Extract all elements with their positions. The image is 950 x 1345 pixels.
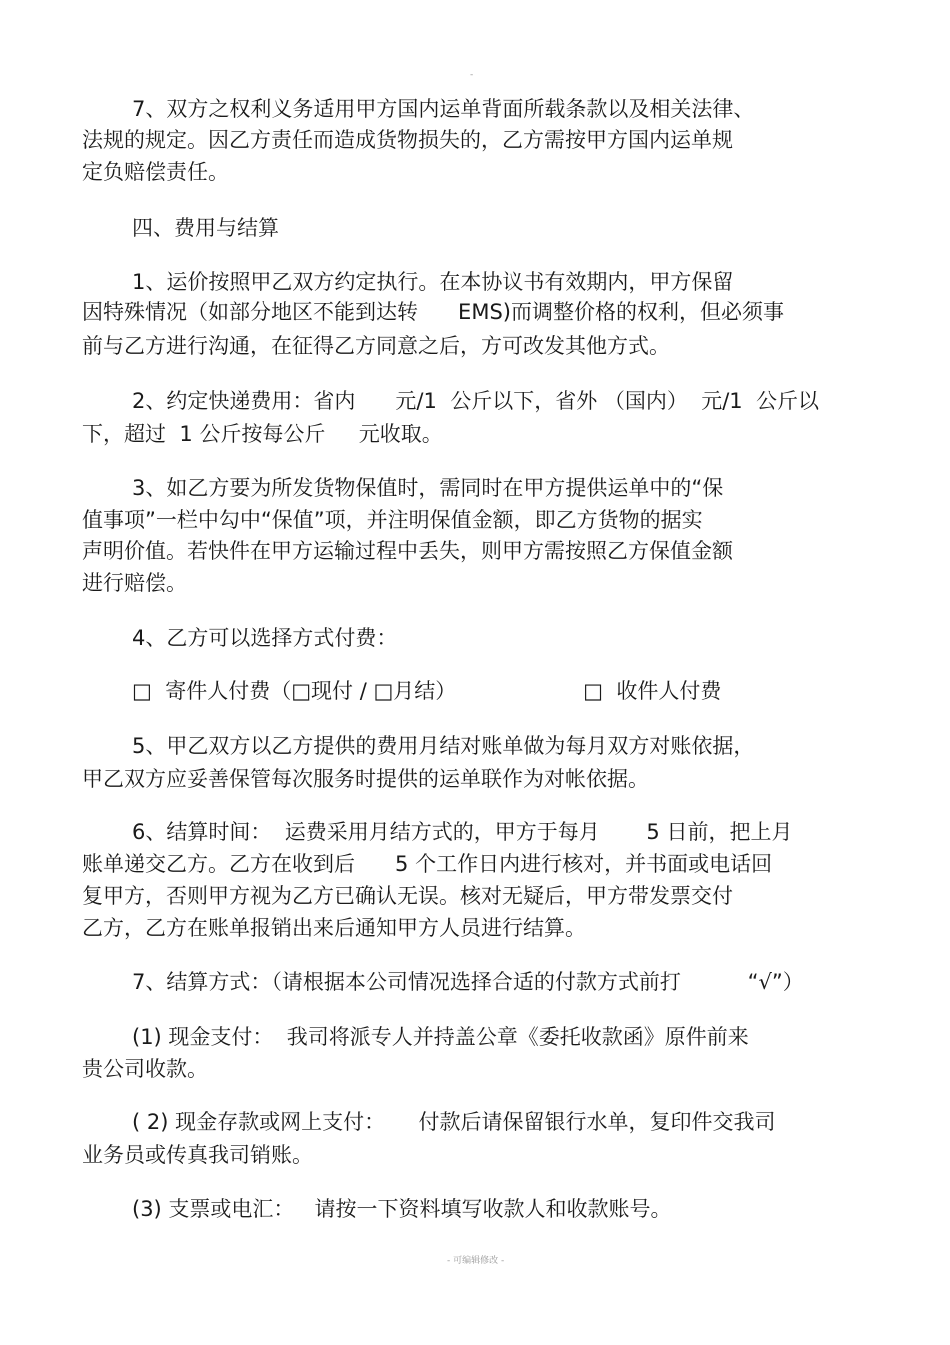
text-line: 业务员或传真我司销账。 (82, 1143, 313, 1167)
text-line: (1) 现金支付： 我司将派专人并持盖公章《委托收款函》原件前来 (132, 1025, 749, 1049)
text-line: 值事项”一栏中勾中“保值”项，并注明保值金额，即乙方货物的据实 (82, 508, 703, 532)
text-line: 复甲方，否则甲方视为乙方已确认无误。核对无疑后，甲方带发票交付 (82, 884, 733, 908)
text-line: 账单递交乙方。乙方在收到后 5 个工作日内进行核对，并书面或电话回 (82, 852, 773, 876)
footer-mark: - 可编辑修改 - (447, 1256, 505, 1266)
text-line: (3) 支票或电汇： 请按一下资料填写收款人和收款账号。 (132, 1197, 672, 1221)
text-line: 7、双方之权利义务适用甲方国内运单背面所载条款以及相关法律、 (132, 97, 755, 121)
header-mark: - (470, 70, 474, 80)
text-line: 4、乙方可以选择方式付费： (132, 626, 398, 650)
text-line: 6、结算时间： 运费采用月结方式的，甲方于每月 5 日前，把上月 (132, 820, 793, 844)
text-line: 贵公司收款。 (82, 1057, 208, 1081)
payment-options: □ 寄件人付费（□现付 / □月结） □ 收件人付费 (132, 679, 722, 703)
text-line: 定负赔偿责任。 (82, 160, 229, 184)
text-line: 因特殊情况（如部分地区不能到达转 EMS)而调整价格的权利，但必须事 (82, 300, 784, 324)
text-line: 1、运价按照甲乙双方约定执行。在本协议书有效期内，甲方保留 (132, 270, 734, 294)
text-line: 7、结算方式：（请根据本公司情况选择合适的付款方式前打 “√”） (132, 970, 804, 994)
text-line: 进行赔偿。 (82, 571, 187, 595)
text-line: 3、如乙方要为所发货物保值时，需同时在甲方提供运单中的“保 (132, 476, 724, 500)
text-line: 前与乙方进行沟通，在征得乙方同意之后，方可改发其他方式。 (82, 334, 670, 358)
text-line: ( 2) 现金存款或网上支付： 付款后请保留银行水单，复印件交我司 (132, 1110, 776, 1134)
text-line: 甲乙双方应妥善保管每次服务时提供的运单联作为对帐依据。 (82, 767, 649, 791)
text-line: 法规的规定。因乙方责任而造成货物损失的，乙方需按甲方国内运单规 (82, 128, 733, 152)
text-line: 5、甲乙双方以乙方提供的费用月结对账单做为每月双方对账依据， (132, 734, 755, 758)
text-line: 下，超过 1 公斤按每公斤 元收取。 (82, 422, 443, 446)
text-line: 2、约定快递费用：省内 元/1 公斤以下，省外 （国内） 元/1 公斤以 (132, 389, 820, 413)
section-heading: 四、费用与结算 (132, 216, 279, 240)
text-line: 声明价值。若快件在甲方运输过程中丢失，则甲方需按照乙方保值金额 (82, 539, 733, 563)
text-line: 乙方，乙方在账单报销出来后通知甲方人员进行结算。 (82, 916, 586, 940)
